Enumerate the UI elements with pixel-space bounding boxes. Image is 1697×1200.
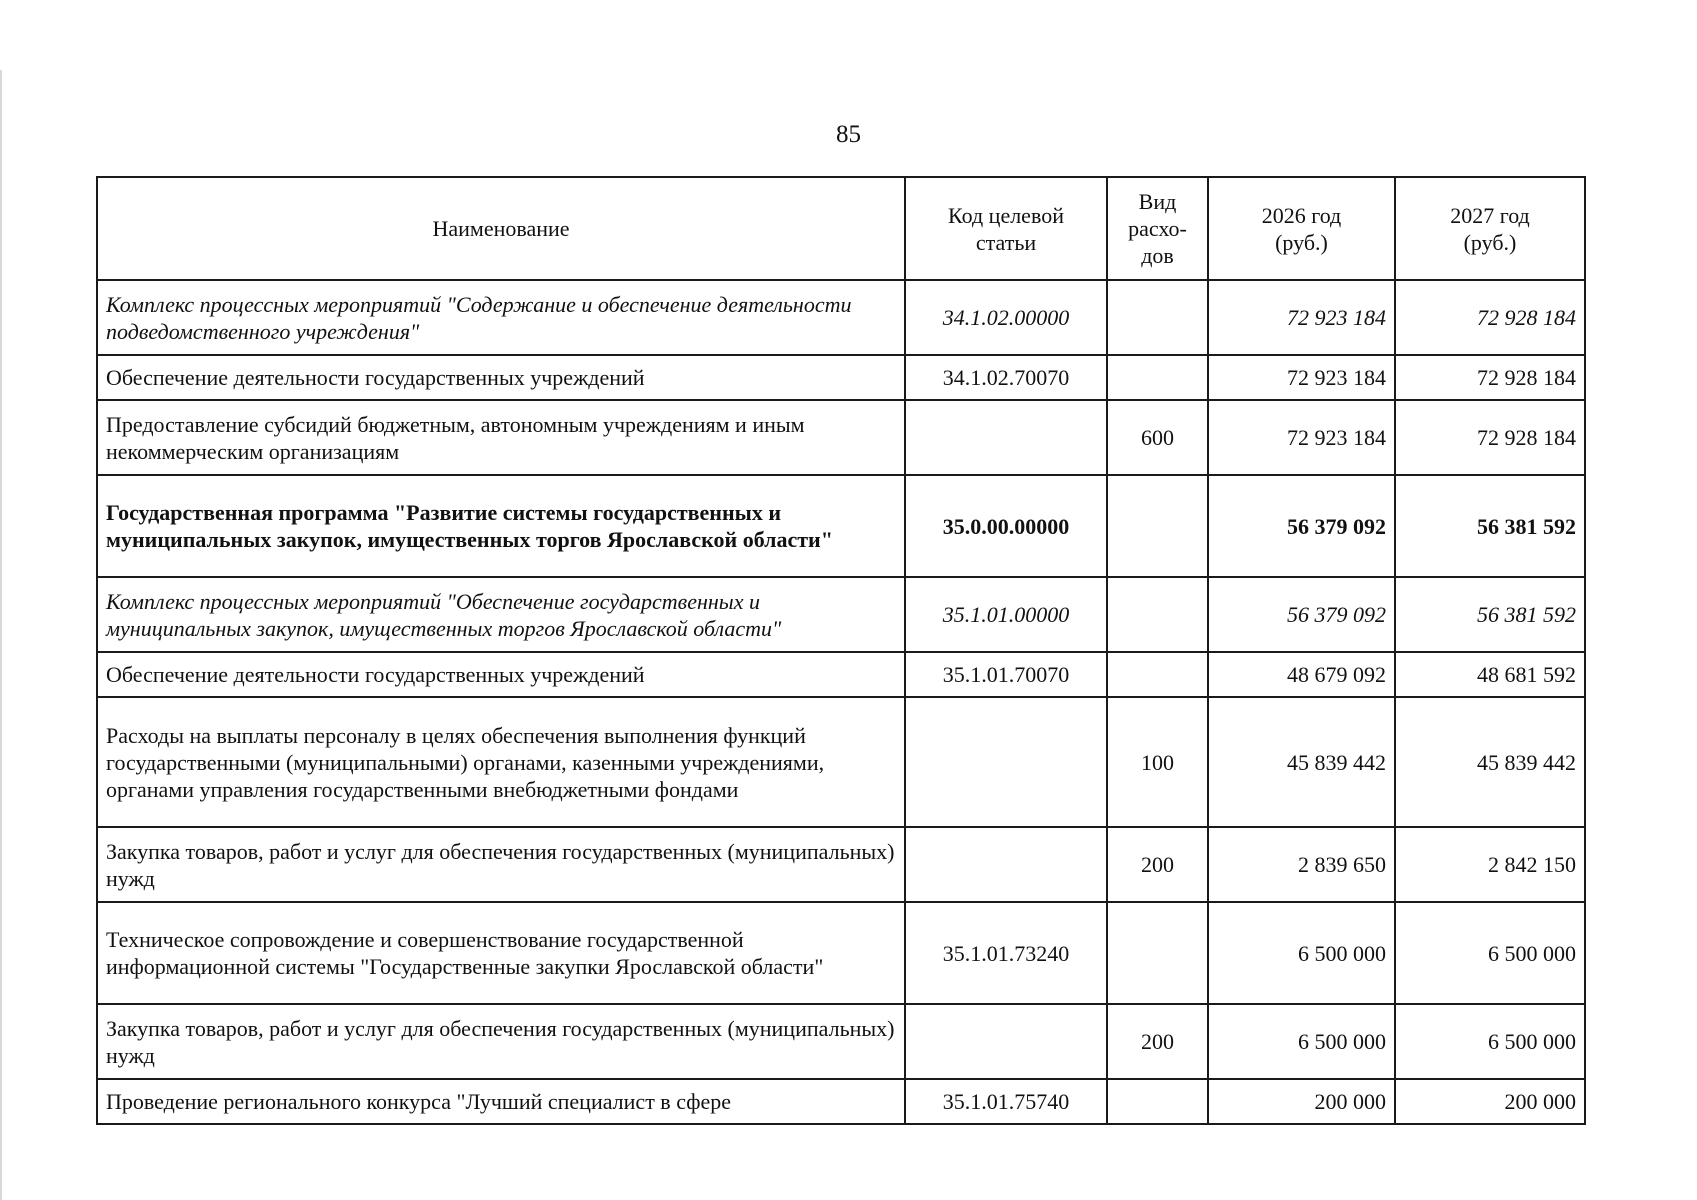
row-2026-cell: 56 379 092 xyxy=(1208,577,1395,652)
table-row xyxy=(97,827,1585,902)
row-2027-cell: 56 381 592 xyxy=(1395,577,1585,652)
row-2026-cell: 48 679 092 xyxy=(1208,652,1395,697)
row-kind-cell xyxy=(1107,1079,1208,1124)
row-code-cell xyxy=(905,827,1107,902)
row-kind-cell: 600 xyxy=(1107,400,1208,475)
row-2026-cell: 2 839 650 xyxy=(1208,827,1395,902)
header-kind: Вид расхо-дов xyxy=(1107,177,1208,280)
row-name-cell: Обеспечение деятельности государственных учреждений xyxy=(97,652,905,697)
row-kind-cell xyxy=(1107,652,1208,697)
row-code-cell xyxy=(905,1004,1107,1079)
table-row xyxy=(97,902,1585,1004)
table-row xyxy=(97,1004,1585,1079)
budget-table-container xyxy=(96,176,1584,1125)
row-2027-cell: 48 681 592 xyxy=(1395,652,1585,697)
header-2027: 2027 год (руб.) xyxy=(1395,177,1585,280)
table-row xyxy=(97,355,1585,400)
budget-table xyxy=(96,176,1586,1125)
row-name-cell: Комплекс процессных мероприятий "Содержание и обеспечение деятельности подведомственного учреждения" xyxy=(97,280,905,355)
row-code-cell: 35.1.01.00000 xyxy=(905,577,1107,652)
row-code-cell: 34.1.02.70070 xyxy=(905,355,1107,400)
row-2027-cell: 45 839 442 xyxy=(1395,697,1585,827)
table-row xyxy=(97,577,1585,652)
row-code-cell: 35.1.01.75740 xyxy=(905,1079,1107,1124)
row-2027-cell: 72 928 184 xyxy=(1395,400,1585,475)
row-2026-cell: 6 500 000 xyxy=(1208,902,1395,1004)
header-2026: 2026 год (руб.) xyxy=(1208,177,1395,280)
row-name-cell: Проведение регионального конкурса "Лучший специалист в сфере xyxy=(97,1079,905,1124)
header-name: Наименование xyxy=(97,177,905,280)
row-2026-cell: 6 500 000 xyxy=(1208,1004,1395,1079)
row-code-cell xyxy=(905,697,1107,827)
row-code-cell: 34.1.02.00000 xyxy=(905,280,1107,355)
table-row xyxy=(97,652,1585,697)
row-code-cell xyxy=(905,400,1107,475)
row-name-cell: Государственная программа "Развитие системы государственных и муниципальных закупок, имущественных торгов Ярославской области" xyxy=(97,475,905,577)
row-code-cell: 35.0.00.00000 xyxy=(905,475,1107,577)
row-2026-cell: 200 000 xyxy=(1208,1079,1395,1124)
row-name-cell: Закупка товаров, работ и услуг для обеспечения государственных (муниципальных) нужд xyxy=(97,827,905,902)
row-name-cell: Обеспечение деятельности государственных учреждений xyxy=(97,355,905,400)
row-2027-cell: 200 000 xyxy=(1395,1079,1585,1124)
row-2026-cell: 72 923 184 xyxy=(1208,400,1395,475)
row-kind-cell xyxy=(1107,475,1208,577)
table-row xyxy=(97,1079,1585,1124)
row-name-cell: Закупка товаров, работ и услуг для обеспечения государственных (муниципальных) нужд xyxy=(97,1004,905,1079)
row-name-cell: Техническое сопровождение и совершенствование государственной информационной системы "Государственные закупки Ярославской области" xyxy=(97,902,905,1004)
row-name-cell: Расходы на выплаты персоналу в целях обеспечения выполнения функций государственными (муниципальными) органами, казенными учреждениями, органами управления государственными внебюджетными фондами xyxy=(97,697,905,827)
row-kind-cell xyxy=(1107,902,1208,1004)
row-2027-cell: 72 928 184 xyxy=(1395,280,1585,355)
row-kind-cell xyxy=(1107,280,1208,355)
table-body xyxy=(97,280,1585,1124)
row-kind-cell: 200 xyxy=(1107,827,1208,902)
table-row xyxy=(97,697,1585,827)
row-kind-cell xyxy=(1107,355,1208,400)
row-2027-cell: 6 500 000 xyxy=(1395,1004,1585,1079)
row-2026-cell: 72 923 184 xyxy=(1208,355,1395,400)
table-row xyxy=(97,475,1585,577)
table-header-row xyxy=(97,177,1585,280)
table-row xyxy=(97,400,1585,475)
row-kind-cell: 100 xyxy=(1107,697,1208,827)
row-2026-cell: 56 379 092 xyxy=(1208,475,1395,577)
row-code-cell: 35.1.01.70070 xyxy=(905,652,1107,697)
row-2027-cell: 72 928 184 xyxy=(1395,355,1585,400)
row-2027-cell: 56 381 592 xyxy=(1395,475,1585,577)
table-row xyxy=(97,280,1585,355)
row-2027-cell: 6 500 000 xyxy=(1395,902,1585,1004)
row-2027-cell: 2 842 150 xyxy=(1395,827,1585,902)
row-2026-cell: 45 839 442 xyxy=(1208,697,1395,827)
row-2026-cell: 72 923 184 xyxy=(1208,280,1395,355)
row-kind-cell xyxy=(1107,577,1208,652)
row-name-cell: Предоставление субсидий бюджетным, автономным учреждениям и иным некоммерческим организациям xyxy=(97,400,905,475)
header-code: Код целевой статьи xyxy=(905,177,1107,280)
row-kind-cell: 200 xyxy=(1107,1004,1208,1079)
row-code-cell: 35.1.01.73240 xyxy=(905,902,1107,1004)
row-name-cell: Комплекс процессных мероприятий "Обеспечение государственных и муниципальных закупок, имущественных торгов Ярославской области" xyxy=(97,577,905,652)
scan-left-edge xyxy=(0,70,2,1200)
page-number: 85 xyxy=(836,121,861,148)
